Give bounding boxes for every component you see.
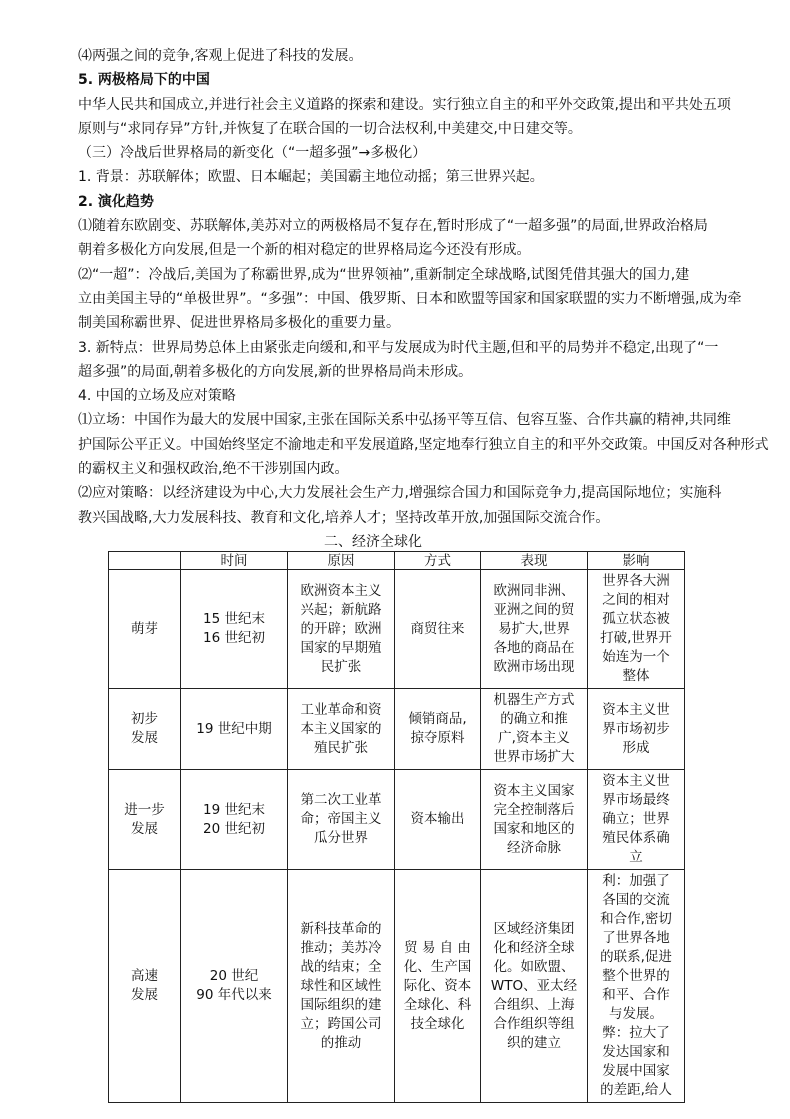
cell-text: 进一步 发展 bbox=[124, 801, 165, 837]
stage-cell bbox=[109, 870, 181, 1103]
table-cell bbox=[288, 870, 395, 1103]
table-cell bbox=[481, 570, 588, 689]
cell-text: 资本主义国家 完全控制落后 国家和地区的 经济命脉 bbox=[493, 782, 575, 856]
paragraph-line: 教兴国战略,大力发展科技、教育和文化,培养人才；坚持改革开放,加强国际交流合作。 bbox=[78, 509, 610, 526]
paragraph-line: 中华人民共和国成立,并进行社会主义道路的探索和建设。实行独立自主的和平外交政策,提出和平共处五项 bbox=[78, 96, 731, 113]
paragraph-line: 护国际公平正义。中国始终坚定不渝地走和平发展道路,坚定地奉行独立自主的和平外交政策。中国反对各种形式 bbox=[78, 436, 769, 453]
cell-text: 欧洲资本主义 兴起；新航路 的开辟；欧洲 国家的早期殖 民扩张 bbox=[300, 582, 382, 675]
cell-text: 新科技革命的 推动；美苏冷 战的结束；全 球性和区域性 国际组织的建 立；跨国公司 的推动 bbox=[300, 920, 382, 1051]
cell-text: 15 世纪末 16 世纪初 bbox=[203, 611, 265, 646]
table-cell bbox=[181, 770, 288, 870]
table-header-row bbox=[109, 552, 685, 570]
cell-text: 区域经济集团 化和经济全球 化。如欧盟、 WTO、亚太经 合组织、上海 合作组织等组 织的建立 bbox=[490, 920, 578, 1051]
paragraph-line: ⑷两强之间的竞争,客观上促进了科技的发展。 bbox=[78, 48, 363, 64]
cell-text: 资本输出 bbox=[410, 811, 465, 827]
cell-text: 利：加强了 各国的交流 和合作,密切 了世界各地 的联系,促进 整个世界的 和平、合作 与发展。 弊：拉大了 发达国家和 发展中国家 的差距,给人 bbox=[600, 873, 672, 1098]
table-row bbox=[109, 570, 685, 689]
paragraph-line: ⑵“一超”：冷战后,美国为了称霸世界,成为“世界领袖”,重新制定全球战略,试图凭借其强大的国力,建 bbox=[78, 266, 690, 283]
paragraph-line: 5. 两极格局下的中国 bbox=[78, 72, 210, 89]
paragraph-line: 3. 新特点：世界局势总体上由紧张走向缓和,和平与发展成为时代主题,但和平的局势并不稳定,出现了“一 bbox=[78, 339, 719, 356]
table-cell bbox=[395, 689, 481, 770]
cell-text: 工业革命和资 本主义国家的 殖民扩张 bbox=[300, 701, 382, 756]
cell-text: 初步 发展 bbox=[131, 711, 158, 746]
table-header-cell: 影响 bbox=[588, 552, 685, 570]
document-body bbox=[78, 44, 769, 553]
cell-text: 世界各大洲 之间的相对 孤立状态被 打破,世界开 始连为一个 整体 bbox=[600, 573, 672, 684]
cell-text: 19 世纪末 20 世纪初 bbox=[203, 801, 265, 837]
stage-cell bbox=[109, 770, 181, 870]
cell-text: 商贸往来 bbox=[410, 620, 465, 637]
paragraph-line: 制美国称霸世界、促进世界格局多极化的重要力量。 bbox=[78, 315, 400, 332]
paragraph-line: 2. 演化趋势 bbox=[78, 193, 154, 210]
table-cell bbox=[481, 689, 588, 770]
stage-cell bbox=[109, 570, 181, 689]
paragraph-line: （三）冷战后世界格局的新变化（“一超多强”→多极化） bbox=[78, 145, 427, 162]
table-cell bbox=[588, 689, 685, 770]
paragraph-line: 1. 背景：苏联解体；欧盟、日本崛起；美国霸主地位动摇；第三世界兴起。 bbox=[78, 169, 544, 186]
table-cell bbox=[288, 770, 395, 870]
table-cell bbox=[181, 570, 288, 689]
cell-text: 机器生产方式 的确立和推 广,资本主义 世界市场扩大 bbox=[493, 692, 575, 765]
paragraph-line: ⑴立场：中国作为最大的发展中国家,主张在国际关系中弘扬平等互信、包容互鉴、合作共赢的精神,共同维 bbox=[78, 412, 731, 429]
table-row bbox=[109, 770, 685, 870]
paragraph-line: ⑴随着东欧剧变、苏联解体,美苏对立的两极格局不复存在,暂时形成了“一超多强”的局面,世界政治格局 bbox=[78, 218, 708, 235]
table-cell bbox=[588, 570, 685, 689]
table-header-cell: 原因 bbox=[288, 552, 395, 570]
stage-cell bbox=[109, 689, 181, 770]
cell-text: 高速 发展 bbox=[131, 968, 158, 1003]
paragraph-line: 4. 中国的立场及应对策略 bbox=[78, 388, 236, 405]
table-cell bbox=[588, 870, 685, 1103]
table-row bbox=[109, 870, 685, 1103]
table-cell bbox=[288, 570, 395, 689]
table-header-cell: 方式 bbox=[395, 552, 481, 570]
paragraph-line: 的霸权主义和强权政治,绝不干涉别国内政。 bbox=[78, 461, 349, 478]
paragraph-line: 立由美国主导的“单极世界”。“多强”：中国、俄罗斯、日本和欧盟等国家和国家联盟的实力不断增强,成为牵 bbox=[78, 290, 742, 307]
table-cell bbox=[181, 870, 288, 1103]
globalization-table bbox=[108, 551, 685, 1103]
paragraph-line: 超多强”的局面,朝着多极化的方向发展,新的世界格局尚未形成。 bbox=[78, 363, 473, 380]
table-cell bbox=[588, 770, 685, 870]
paragraph-line: 原则与“求同存异”方针,并恢复了在联合国的一切合法权利,中美建交,中日建交等。 bbox=[78, 120, 582, 137]
cell-text: 第二次工业革 命；帝国主义 瓜分世界 bbox=[300, 792, 382, 846]
cell-text: 资本主义世 界市场最终 确立；世界 殖民体系确 立 bbox=[602, 773, 670, 865]
table-cell bbox=[395, 570, 481, 689]
table-cell bbox=[395, 770, 481, 870]
table-cell bbox=[288, 689, 395, 770]
cell-text: 19 世纪中期 bbox=[196, 720, 272, 737]
cell-text: 欧洲同非洲、 亚洲之间的贸 易扩大,世界 各地的商品在 欧洲市场出现 bbox=[493, 582, 575, 675]
paragraph-line: 朝着多极化方向发展,但是一个新的相对稳定的世界格局迄今还没有形成。 bbox=[78, 242, 531, 259]
table-cell bbox=[181, 689, 288, 770]
table-cell bbox=[481, 770, 588, 870]
cell-text: 贸 易 自 由 化、生产国 际化、资本 全球化、科 技全球化 bbox=[403, 939, 472, 1032]
cell-text: 萌芽 bbox=[131, 620, 158, 637]
cell-text: 倾销商品, 掠夺原料 bbox=[408, 711, 467, 746]
section-title: 二、经济全球化 bbox=[324, 533, 422, 550]
table-header-cell: 时间 bbox=[181, 552, 288, 570]
table-cell bbox=[395, 870, 481, 1103]
cell-text: 资本主义世 界市场初步 形成 bbox=[602, 701, 670, 756]
table-cell bbox=[481, 870, 588, 1103]
table-row bbox=[109, 689, 685, 770]
cell-text: 20 世纪 90 年代以来 bbox=[196, 968, 272, 1003]
table-header-cell bbox=[109, 552, 181, 570]
paragraph-line: ⑵应对策略：以经济建设为中心,大力发展社会生产力,增强综合国力和国际竞争力,提高国际地位；实施科 bbox=[78, 485, 722, 502]
table-header-cell: 表现 bbox=[481, 552, 588, 570]
